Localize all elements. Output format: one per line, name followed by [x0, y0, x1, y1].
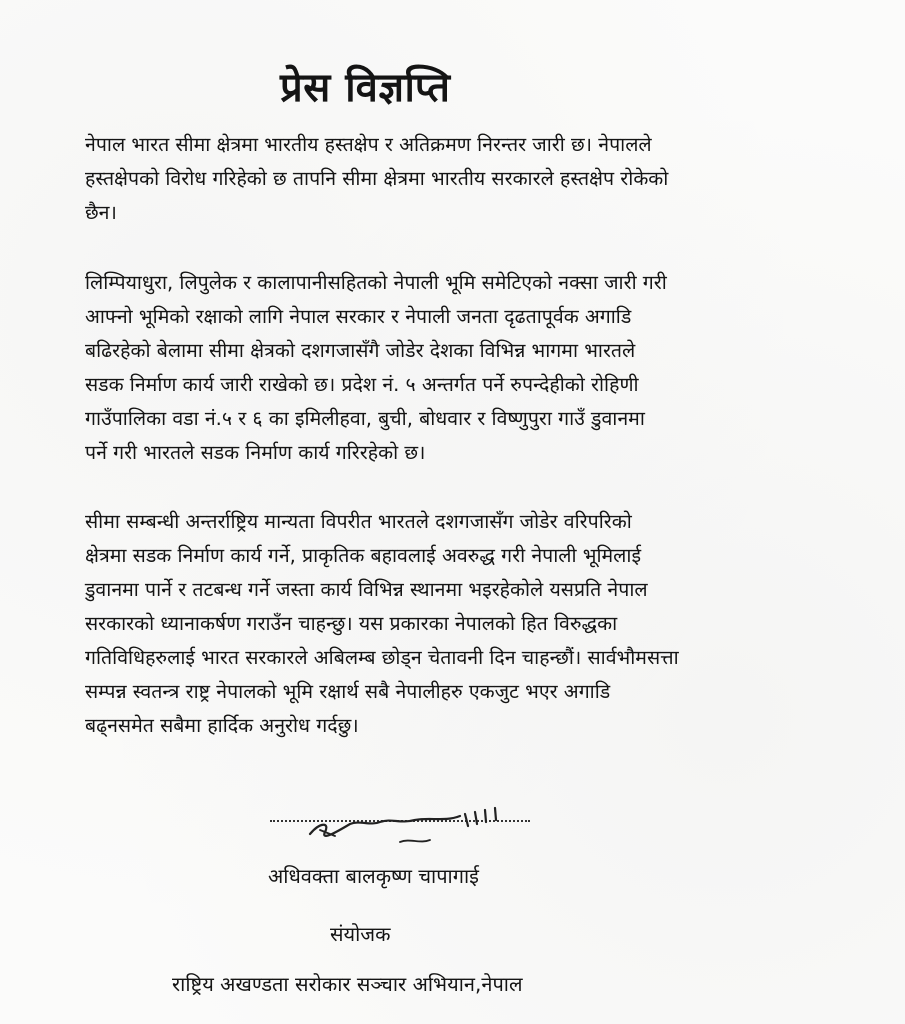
paragraph-line: गतिविधिहरुलाई भारत सरकारले अबिलम्ब छोड्न चेतावनी दिन चाहन्छौं। सार्वभौमसत्ता — [85, 646, 679, 669]
paragraph-line: छैन। — [85, 201, 117, 224]
paragraph-line: आफ्नो भूमिको रक्षाको लागि नेपाल सरकार र नेपाली जनता दृढतापूर्वक अगाडि — [85, 305, 632, 328]
paragraph-2 — [85, 266, 875, 470]
paragraph-line: बढिरहेको बेलामा सीमा क्षेत्रको दशगजासँगै जोडेर देशका विभिन्न भागमा भारतले — [85, 339, 636, 362]
signatory-organization: राष्ट्रिय अखण्डता सरोकार सञ्चार अभियान,नेपाल — [172, 972, 523, 996]
paragraph-line: क्षेत्रमा सडक निर्माण कार्य गर्ने, प्राकृतिक बहावलाई अवरुद्ध गरी नेपाली भूमिलाई — [85, 544, 642, 567]
paragraph-line: सम्पन्न स्वतन्त्र राष्ट्र नेपालको भूमि रक्षार्थ सबै नेपालीहरु एकजुट भएर अगाडि — [85, 680, 611, 703]
signatory-role: संयोजक — [330, 922, 391, 946]
paragraph-line: नेपाल भारत सीमा क्षेत्रमा भारतीय हस्तक्षेप र अतिक्रमण निरन्तर जारी छ। नेपालले — [85, 133, 652, 156]
paragraph-line: डुवानमा पार्ने र तटबन्ध गर्ने जस्ता कार्य विभिन्न स्थानमा भइरहेकोले यसप्रति नेपाल — [85, 578, 648, 601]
paragraph-line: सीमा सम्बन्धी अन्तर्राष्ट्रिय मान्यता विपरीत भारतले दशगजासँग जोडेर वरिपरिको — [85, 510, 632, 533]
paragraph-line: सडक निर्माण कार्य जारी राखेको छ। प्रदेश नं. ५ अन्तर्गत पर्ने रुपन्देहीको रोहिणी — [85, 373, 639, 396]
paragraph-line: लिम्पियाधुरा, लिपुलेक र कालापानीसहितको नेपाली भूमि समेटिएको नक्सा जारी गरी — [85, 271, 667, 294]
paragraph-3 — [85, 505, 875, 743]
page-title: प्रेस विज्ञप्ति — [280, 65, 451, 111]
paragraph-line: गाउँपालिका वडा नं.५ र ६ का इमिलीहवा, बुची, बोधवार र विष्णुपुरा गाउँ डुवानमा — [85, 407, 645, 430]
signatory-name: अधिवक्ता बालकृष्ण चापागाई — [268, 864, 479, 888]
paragraph-1 — [85, 128, 875, 230]
paragraph-line: बढ्नसमेत सबैमा हार्दिक अनुरोध गर्दछु। — [85, 714, 359, 737]
paragraph-line: हस्तक्षेपको विरोध गरिहेको छ तापनि सीमा क्षेत्रमा भारतीय सरकारले हस्तक्षेप रोकेको — [85, 167, 669, 190]
handwritten-signature — [280, 792, 540, 852]
paragraph-line: पर्ने गरी भारतले सडक निर्माण कार्य गरिरहेको छ। — [85, 441, 426, 464]
paragraph-line: सरकारको ध्यानाकर्षण गराउँन चाहन्छु। यस प्रकारका नेपालको हित विरुद्धका — [85, 612, 618, 635]
